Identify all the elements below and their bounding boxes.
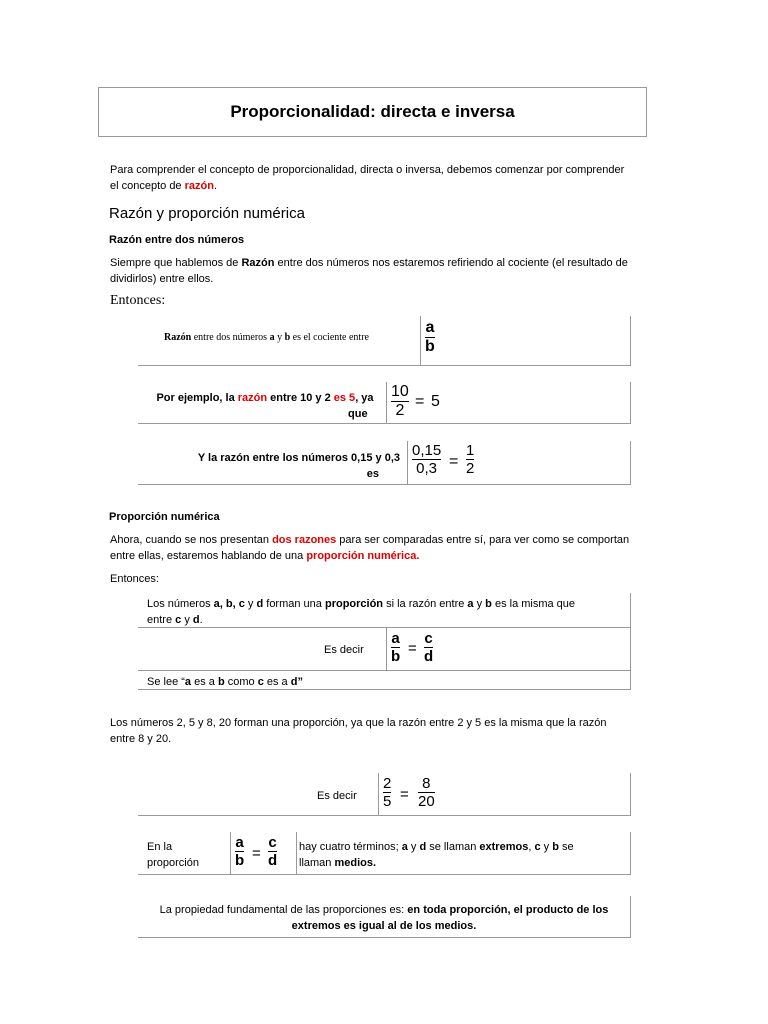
es-decir-label-2: Es decir [317,790,357,802]
subheading-razon-dos-numeros: Razón entre dos números [109,234,245,246]
equals-sign: = [400,786,409,803]
page-title-box [98,87,647,137]
equals-sign: = [408,640,417,657]
terminos-text: hay cuatro términos; a y d se llaman extremos, c y b se llaman medios. [299,841,574,869]
fraction-8-over-20: 8 20 [418,775,435,810]
example-10-2-text: Por ejemplo, la razón entre 10 y 2 es 5, ya que [156,392,374,420]
proporcion-paragraph: Ahora, cuando se nos presentan dos razones para ser comparadas entre sí, para ver como se comportan entre ellas, estaremos hablando de una proporción numérica. [110,534,630,562]
en-la-proporcion-label: En la proporción [147,841,199,869]
fraction-015-over-03: 0,15 0,3 [412,442,442,477]
result-5: 5 [431,393,440,410]
subheading-proporcion-numerica: Proporción numérica [109,511,220,523]
es-decir-label-1: Es decir [324,644,364,656]
entonces-label-2: Entonces: [110,573,159,585]
fraction-2-over-5: 2 5 [383,775,392,810]
fraction-1-over-2: 1 2 [466,442,475,477]
razon-link: razón [184,180,214,192]
razon-definition-text: Razón entre dos números a y b es el cociente entre [164,332,369,343]
intro-line-1: Para comprender el concepto de proporcionalidad, directa o inversa, debemos comenzar por comprender [110,164,625,176]
fraction-c-over-d: c d [424,630,434,665]
example-015-03-text: Y la razón entre los números 0,15 y 0,3 es [197,452,400,480]
intro-line-2: el concepto de razón. [110,180,218,192]
entonces-label-1: Entonces: [110,293,166,308]
fraction-10-over-2: 10 2 [391,383,409,419]
intro-paragraph [110,162,670,194]
fraction-a-over-b: a b [391,630,401,665]
section-heading-razon-proporcion: Razón y proporción numérica [109,205,305,222]
razon-paragraph: Siempre que hablemos de Razón entre dos números nos estaremos refiriendo al cociente (el resultado de dividirlos) entre ellos. [110,257,628,285]
equals-sign: = [252,845,261,862]
fraction-c-over-d: c d [268,834,278,869]
equals-sign: = [415,393,425,410]
page-title: Proporcionalidad: directa e inversa [230,102,515,121]
example-paragraph: Los números 2, 5 y 8, 20 forman una proporción, ya que la razón entre 2 y 5 es la misma que la razón entre 8 y 20. [110,717,607,745]
propiedad-fundamental-text: La propiedad fundamental de las proporciones es: en toda proporción, el producto de los extremos es igual al de los medios. [159,904,609,932]
fraction-a-over-b: a b [425,319,435,355]
equals-sign: = [449,453,459,470]
proporcion-definition-text: Los números a, b, c y d forman una proporción si la razón entre a y b es la misma que entre c y d. [147,598,576,626]
se-lee-text: Se lee “a es a b como c es a d” [147,676,303,688]
fraction-a-over-b: a b [235,834,245,869]
